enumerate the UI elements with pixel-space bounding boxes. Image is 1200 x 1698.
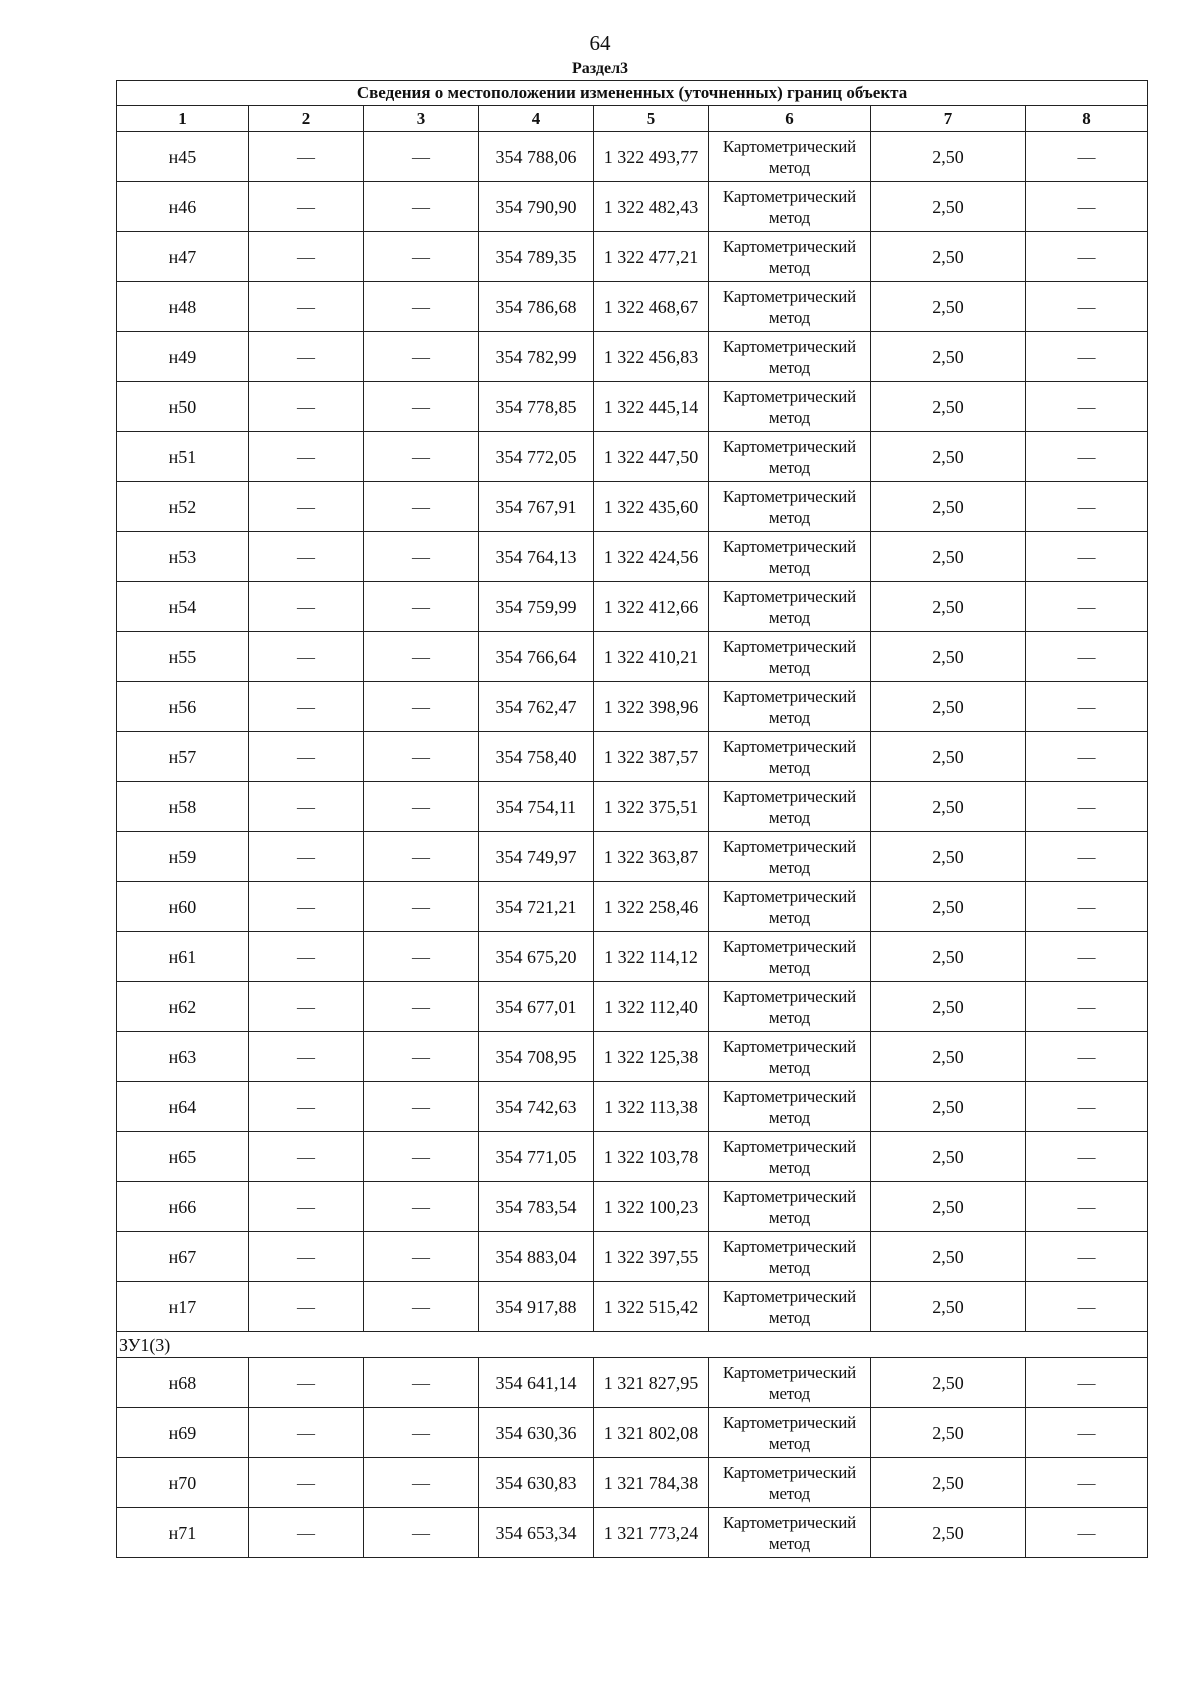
x-coordinate-cell: 354 708,95 xyxy=(479,1032,594,1082)
col8-cell: — xyxy=(1026,782,1148,832)
y-coordinate-cell: 1 322 125,38 xyxy=(594,1032,709,1082)
point-cell: н61 xyxy=(117,932,249,982)
accuracy-cell: 2,50 xyxy=(871,932,1026,982)
table-row xyxy=(117,532,1148,582)
x-coordinate-cell: 354 754,11 xyxy=(479,782,594,832)
point-cell: н62 xyxy=(117,982,249,1032)
method-cell: Картометрический метод xyxy=(709,782,871,832)
col2-cell: — xyxy=(249,982,364,1032)
y-coordinate-cell: 1 321 784,38 xyxy=(594,1458,709,1508)
col8-cell: — xyxy=(1026,732,1148,782)
x-coordinate-cell: 354 788,06 xyxy=(479,132,594,182)
col8-cell: — xyxy=(1026,482,1148,532)
point-cell: н67 xyxy=(117,1232,249,1282)
method-cell: Картометрический метод xyxy=(709,182,871,232)
col8-cell: — xyxy=(1026,332,1148,382)
col8-cell: — xyxy=(1026,382,1148,432)
col2-cell: — xyxy=(249,782,364,832)
method-cell: Картометрический метод xyxy=(709,682,871,732)
col2-cell: — xyxy=(249,1458,364,1508)
accuracy-cell: 2,50 xyxy=(871,832,1026,882)
table-row xyxy=(117,832,1148,882)
method-cell: Картометрический метод xyxy=(709,1508,871,1558)
y-coordinate-cell: 1 322 375,51 xyxy=(594,782,709,832)
point-cell: н47 xyxy=(117,232,249,282)
accuracy-cell: 2,50 xyxy=(871,882,1026,932)
col2-cell: — xyxy=(249,1132,364,1182)
method-cell: Картометрический метод xyxy=(709,232,871,282)
method-cell: Картометрический метод xyxy=(709,1182,871,1232)
col3-cell: — xyxy=(364,1408,479,1458)
table-caption-row xyxy=(117,81,1148,106)
accuracy-cell: 2,50 xyxy=(871,432,1026,482)
col8-cell: — xyxy=(1026,932,1148,982)
col3-cell: — xyxy=(364,1032,479,1082)
col3-cell: — xyxy=(364,1082,479,1132)
accuracy-cell: 2,50 xyxy=(871,632,1026,682)
point-cell: н53 xyxy=(117,532,249,582)
point-cell: н65 xyxy=(117,1132,249,1182)
y-coordinate-cell: 1 322 410,21 xyxy=(594,632,709,682)
x-coordinate-cell: 354 771,05 xyxy=(479,1132,594,1182)
y-coordinate-cell: 1 321 773,24 xyxy=(594,1508,709,1558)
accuracy-cell: 2,50 xyxy=(871,582,1026,632)
accuracy-cell: 2,50 xyxy=(871,782,1026,832)
x-coordinate-cell: 354 767,91 xyxy=(479,482,594,532)
col2-cell: — xyxy=(249,1282,364,1332)
method-cell: Картометрический метод xyxy=(709,1082,871,1132)
table-row xyxy=(117,982,1148,1032)
accuracy-cell: 2,50 xyxy=(871,282,1026,332)
table-row xyxy=(117,1132,1148,1182)
accuracy-cell: 2,50 xyxy=(871,232,1026,282)
point-cell: н50 xyxy=(117,382,249,432)
y-coordinate-cell: 1 322 447,50 xyxy=(594,432,709,482)
method-cell: Картометрический метод xyxy=(709,1032,871,1082)
col3-cell: — xyxy=(364,232,479,282)
y-coordinate-cell: 1 322 258,46 xyxy=(594,882,709,932)
point-cell: н52 xyxy=(117,482,249,532)
col3-cell: — xyxy=(364,932,479,982)
x-coordinate-cell: 354 764,13 xyxy=(479,532,594,582)
y-coordinate-cell: 1 322 363,87 xyxy=(594,832,709,882)
col2-cell: — xyxy=(249,882,364,932)
accuracy-cell: 2,50 xyxy=(871,1232,1026,1282)
method-cell: Картометрический метод xyxy=(709,382,871,432)
col3-cell: — xyxy=(364,1282,479,1332)
point-cell: н45 xyxy=(117,132,249,182)
method-cell: Картометрический метод xyxy=(709,1458,871,1508)
accuracy-cell: 2,50 xyxy=(871,182,1026,232)
col8-cell: — xyxy=(1026,1232,1148,1282)
col3-cell: — xyxy=(364,332,479,382)
x-coordinate-cell: 354 789,35 xyxy=(479,232,594,282)
col8-cell: — xyxy=(1026,882,1148,932)
accuracy-cell: 2,50 xyxy=(871,682,1026,732)
method-cell: Картометрический метод xyxy=(709,932,871,982)
col3-cell: — xyxy=(364,1358,479,1408)
col8-cell: — xyxy=(1026,532,1148,582)
method-cell: Картометрический метод xyxy=(709,632,871,682)
point-cell: н59 xyxy=(117,832,249,882)
accuracy-cell: 2,50 xyxy=(871,532,1026,582)
accuracy-cell: 2,50 xyxy=(871,1358,1026,1408)
column-header: 5 xyxy=(594,106,709,132)
column-header: 2 xyxy=(249,106,364,132)
col2-cell: — xyxy=(249,282,364,332)
col3-cell: — xyxy=(364,732,479,782)
point-cell: н57 xyxy=(117,732,249,782)
accuracy-cell: 2,50 xyxy=(871,982,1026,1032)
group-row xyxy=(117,1332,1148,1358)
col2-cell: — xyxy=(249,1082,364,1132)
method-cell: Картометрический метод xyxy=(709,882,871,932)
table-row xyxy=(117,232,1148,282)
y-coordinate-cell: 1 322 477,21 xyxy=(594,232,709,282)
page-number: 64 xyxy=(589,31,611,55)
table-row xyxy=(117,282,1148,332)
col8-cell: — xyxy=(1026,632,1148,682)
y-coordinate-cell: 1 322 412,66 xyxy=(594,582,709,632)
y-coordinate-cell: 1 322 424,56 xyxy=(594,532,709,582)
x-coordinate-cell: 354 630,83 xyxy=(479,1458,594,1508)
col2-cell: — xyxy=(249,332,364,382)
x-coordinate-cell: 354 675,20 xyxy=(479,932,594,982)
x-coordinate-cell: 354 677,01 xyxy=(479,982,594,1032)
col2-cell: — xyxy=(249,182,364,232)
x-coordinate-cell: 354 782,99 xyxy=(479,332,594,382)
col8-cell: — xyxy=(1026,1282,1148,1332)
point-cell: н60 xyxy=(117,882,249,932)
table-row xyxy=(117,382,1148,432)
x-coordinate-cell: 354 778,85 xyxy=(479,382,594,432)
col2-cell: — xyxy=(249,732,364,782)
x-coordinate-cell: 354 653,34 xyxy=(479,1508,594,1558)
x-coordinate-cell: 354 762,47 xyxy=(479,682,594,732)
method-cell: Картометрический метод xyxy=(709,832,871,882)
col8-cell: — xyxy=(1026,432,1148,482)
col2-cell: — xyxy=(249,1032,364,1082)
method-cell: Картометрический метод xyxy=(709,332,871,382)
col3-cell: — xyxy=(364,1232,479,1282)
col8-cell: — xyxy=(1026,982,1148,1032)
column-header: 1 xyxy=(117,106,249,132)
accuracy-cell: 2,50 xyxy=(871,1282,1026,1332)
accuracy-cell: 2,50 xyxy=(871,1182,1026,1232)
y-coordinate-cell: 1 322 113,38 xyxy=(594,1082,709,1132)
point-cell: н63 xyxy=(117,1032,249,1082)
accuracy-cell: 2,50 xyxy=(871,732,1026,782)
method-cell: Картометрический метод xyxy=(709,132,871,182)
table-row xyxy=(117,1032,1148,1082)
col3-cell: — xyxy=(364,432,479,482)
table-row xyxy=(117,632,1148,682)
col3-cell: — xyxy=(364,632,479,682)
accuracy-cell: 2,50 xyxy=(871,1408,1026,1458)
y-coordinate-cell: 1 322 445,14 xyxy=(594,382,709,432)
accuracy-cell: 2,50 xyxy=(871,1032,1026,1082)
col8-cell: — xyxy=(1026,1182,1148,1232)
y-coordinate-cell: 1 322 398,96 xyxy=(594,682,709,732)
accuracy-cell: 2,50 xyxy=(871,1508,1026,1558)
y-coordinate-cell: 1 322 482,43 xyxy=(594,182,709,232)
column-header: 4 xyxy=(479,106,594,132)
col8-cell: — xyxy=(1026,1458,1148,1508)
point-cell: н66 xyxy=(117,1182,249,1232)
col2-cell: — xyxy=(249,1182,364,1232)
table-row xyxy=(117,782,1148,832)
x-coordinate-cell: 354 883,04 xyxy=(479,1232,594,1282)
method-cell: Картометрический метод xyxy=(709,582,871,632)
col8-cell: — xyxy=(1026,1508,1148,1558)
y-coordinate-cell: 1 322 112,40 xyxy=(594,982,709,1032)
col8-cell: — xyxy=(1026,1032,1148,1082)
y-coordinate-cell: 1 322 456,83 xyxy=(594,332,709,382)
table-row xyxy=(117,932,1148,982)
table-row xyxy=(117,1232,1148,1282)
col3-cell: — xyxy=(364,982,479,1032)
col8-cell: — xyxy=(1026,1082,1148,1132)
col8-cell: — xyxy=(1026,682,1148,732)
table-row xyxy=(117,132,1148,182)
x-coordinate-cell: 354 721,21 xyxy=(479,882,594,932)
method-cell: Картометрический метод xyxy=(709,732,871,782)
point-cell: н55 xyxy=(117,632,249,682)
col8-cell: — xyxy=(1026,832,1148,882)
col3-cell: — xyxy=(364,782,479,832)
x-coordinate-cell: 354 783,54 xyxy=(479,1182,594,1232)
point-cell: н17 xyxy=(117,1282,249,1332)
table-row xyxy=(117,1358,1148,1408)
col8-cell: — xyxy=(1026,182,1148,232)
col2-cell: — xyxy=(249,532,364,582)
accuracy-cell: 2,50 xyxy=(871,1082,1026,1132)
y-coordinate-cell: 1 322 387,57 xyxy=(594,732,709,782)
column-header: 8 xyxy=(1026,106,1148,132)
x-coordinate-cell: 354 630,36 xyxy=(479,1408,594,1458)
col8-cell: — xyxy=(1026,282,1148,332)
col3-cell: — xyxy=(364,1458,479,1508)
y-coordinate-cell: 1 322 100,23 xyxy=(594,1182,709,1232)
col3-cell: — xyxy=(364,382,479,432)
col2-cell: — xyxy=(249,1408,364,1458)
table-caption: Сведения о местоположении измененных (уточненных) границ объекта xyxy=(117,81,1148,106)
method-cell: Картометрический метод xyxy=(709,1132,871,1182)
column-header: 3 xyxy=(364,106,479,132)
method-cell: Картометрический метод xyxy=(709,532,871,582)
col3-cell: — xyxy=(364,132,479,182)
method-cell: Картометрический метод xyxy=(709,1408,871,1458)
col3-cell: — xyxy=(364,482,479,532)
point-cell: н64 xyxy=(117,1082,249,1132)
col8-cell: — xyxy=(1026,1408,1148,1458)
x-coordinate-cell: 354 749,97 xyxy=(479,832,594,882)
point-cell: н68 xyxy=(117,1358,249,1408)
x-coordinate-cell: 354 772,05 xyxy=(479,432,594,482)
method-cell: Картометрический метод xyxy=(709,1282,871,1332)
col2-cell: — xyxy=(249,932,364,982)
col2-cell: — xyxy=(249,1232,364,1282)
table-row xyxy=(117,1082,1148,1132)
col8-cell: — xyxy=(1026,1358,1148,1408)
y-coordinate-cell: 1 322 468,67 xyxy=(594,282,709,332)
table-row xyxy=(117,482,1148,532)
col3-cell: — xyxy=(364,682,479,732)
col2-cell: — xyxy=(249,132,364,182)
col2-cell: — xyxy=(249,582,364,632)
boundary-coordinates-table xyxy=(116,80,1148,1558)
x-coordinate-cell: 354 759,99 xyxy=(479,582,594,632)
point-cell: н54 xyxy=(117,582,249,632)
accuracy-cell: 2,50 xyxy=(871,382,1026,432)
col3-cell: — xyxy=(364,532,479,582)
y-coordinate-cell: 1 322 397,55 xyxy=(594,1232,709,1282)
table-row xyxy=(117,582,1148,632)
y-coordinate-cell: 1 321 802,08 xyxy=(594,1408,709,1458)
col2-cell: — xyxy=(249,382,364,432)
table-row xyxy=(117,182,1148,232)
col8-cell: — xyxy=(1026,1132,1148,1182)
x-coordinate-cell: 354 758,40 xyxy=(479,732,594,782)
col2-cell: — xyxy=(249,482,364,532)
col8-cell: — xyxy=(1026,582,1148,632)
col3-cell: — xyxy=(364,882,479,932)
table-row xyxy=(117,332,1148,382)
column-header: 7 xyxy=(871,106,1026,132)
point-cell: н56 xyxy=(117,682,249,732)
col3-cell: — xyxy=(364,1132,479,1182)
col3-cell: — xyxy=(364,182,479,232)
table-row xyxy=(117,1458,1148,1508)
method-cell: Картометрический метод xyxy=(709,1358,871,1408)
point-cell: н69 xyxy=(117,1408,249,1458)
x-coordinate-cell: 354 786,68 xyxy=(479,282,594,332)
col8-cell: — xyxy=(1026,232,1148,282)
table-row xyxy=(117,1408,1148,1458)
y-coordinate-cell: 1 322 435,60 xyxy=(594,482,709,532)
col3-cell: — xyxy=(364,582,479,632)
col2-cell: — xyxy=(249,1358,364,1408)
method-cell: Картометрический метод xyxy=(709,482,871,532)
method-cell: Картометрический метод xyxy=(709,282,871,332)
column-header-row xyxy=(117,106,1148,132)
col3-cell: — xyxy=(364,282,479,332)
point-cell: н48 xyxy=(117,282,249,332)
col3-cell: — xyxy=(364,1508,479,1558)
point-cell: н58 xyxy=(117,782,249,832)
table-row xyxy=(117,882,1148,932)
table-row xyxy=(117,1282,1148,1332)
point-cell: н46 xyxy=(117,182,249,232)
table-row xyxy=(117,432,1148,482)
accuracy-cell: 2,50 xyxy=(871,132,1026,182)
column-header: 6 xyxy=(709,106,871,132)
method-cell: Картометрический метод xyxy=(709,1232,871,1282)
col2-cell: — xyxy=(249,632,364,682)
y-coordinate-cell: 1 322 493,77 xyxy=(594,132,709,182)
x-coordinate-cell: 354 917,88 xyxy=(479,1282,594,1332)
table-row xyxy=(117,1508,1148,1558)
col2-cell: — xyxy=(249,432,364,482)
x-coordinate-cell: 354 742,63 xyxy=(479,1082,594,1132)
col2-cell: — xyxy=(249,232,364,282)
point-cell: н51 xyxy=(117,432,249,482)
y-coordinate-cell: 1 322 515,42 xyxy=(594,1282,709,1332)
accuracy-cell: 2,50 xyxy=(871,1132,1026,1182)
x-coordinate-cell: 354 641,14 xyxy=(479,1358,594,1408)
accuracy-cell: 2,50 xyxy=(871,482,1026,532)
group-label: ЗУ1(3) xyxy=(117,1332,1148,1358)
accuracy-cell: 2,50 xyxy=(871,332,1026,382)
col2-cell: — xyxy=(249,1508,364,1558)
y-coordinate-cell: 1 322 103,78 xyxy=(594,1132,709,1182)
accuracy-cell: 2,50 xyxy=(871,1458,1026,1508)
point-cell: н49 xyxy=(117,332,249,382)
point-cell: н71 xyxy=(117,1508,249,1558)
table-row xyxy=(117,682,1148,732)
point-cell: н70 xyxy=(117,1458,249,1508)
col8-cell: — xyxy=(1026,132,1148,182)
y-coordinate-cell: 1 322 114,12 xyxy=(594,932,709,982)
method-cell: Картометрический метод xyxy=(709,432,871,482)
section-title: Раздел3 xyxy=(571,60,629,77)
x-coordinate-cell: 354 766,64 xyxy=(479,632,594,682)
col3-cell: — xyxy=(364,1182,479,1232)
table-row xyxy=(117,732,1148,782)
method-cell: Картометрический метод xyxy=(709,982,871,1032)
col2-cell: — xyxy=(249,832,364,882)
x-coordinate-cell: 354 790,90 xyxy=(479,182,594,232)
col3-cell: — xyxy=(364,832,479,882)
table-row xyxy=(117,1182,1148,1232)
y-coordinate-cell: 1 321 827,95 xyxy=(594,1358,709,1408)
col2-cell: — xyxy=(249,682,364,732)
